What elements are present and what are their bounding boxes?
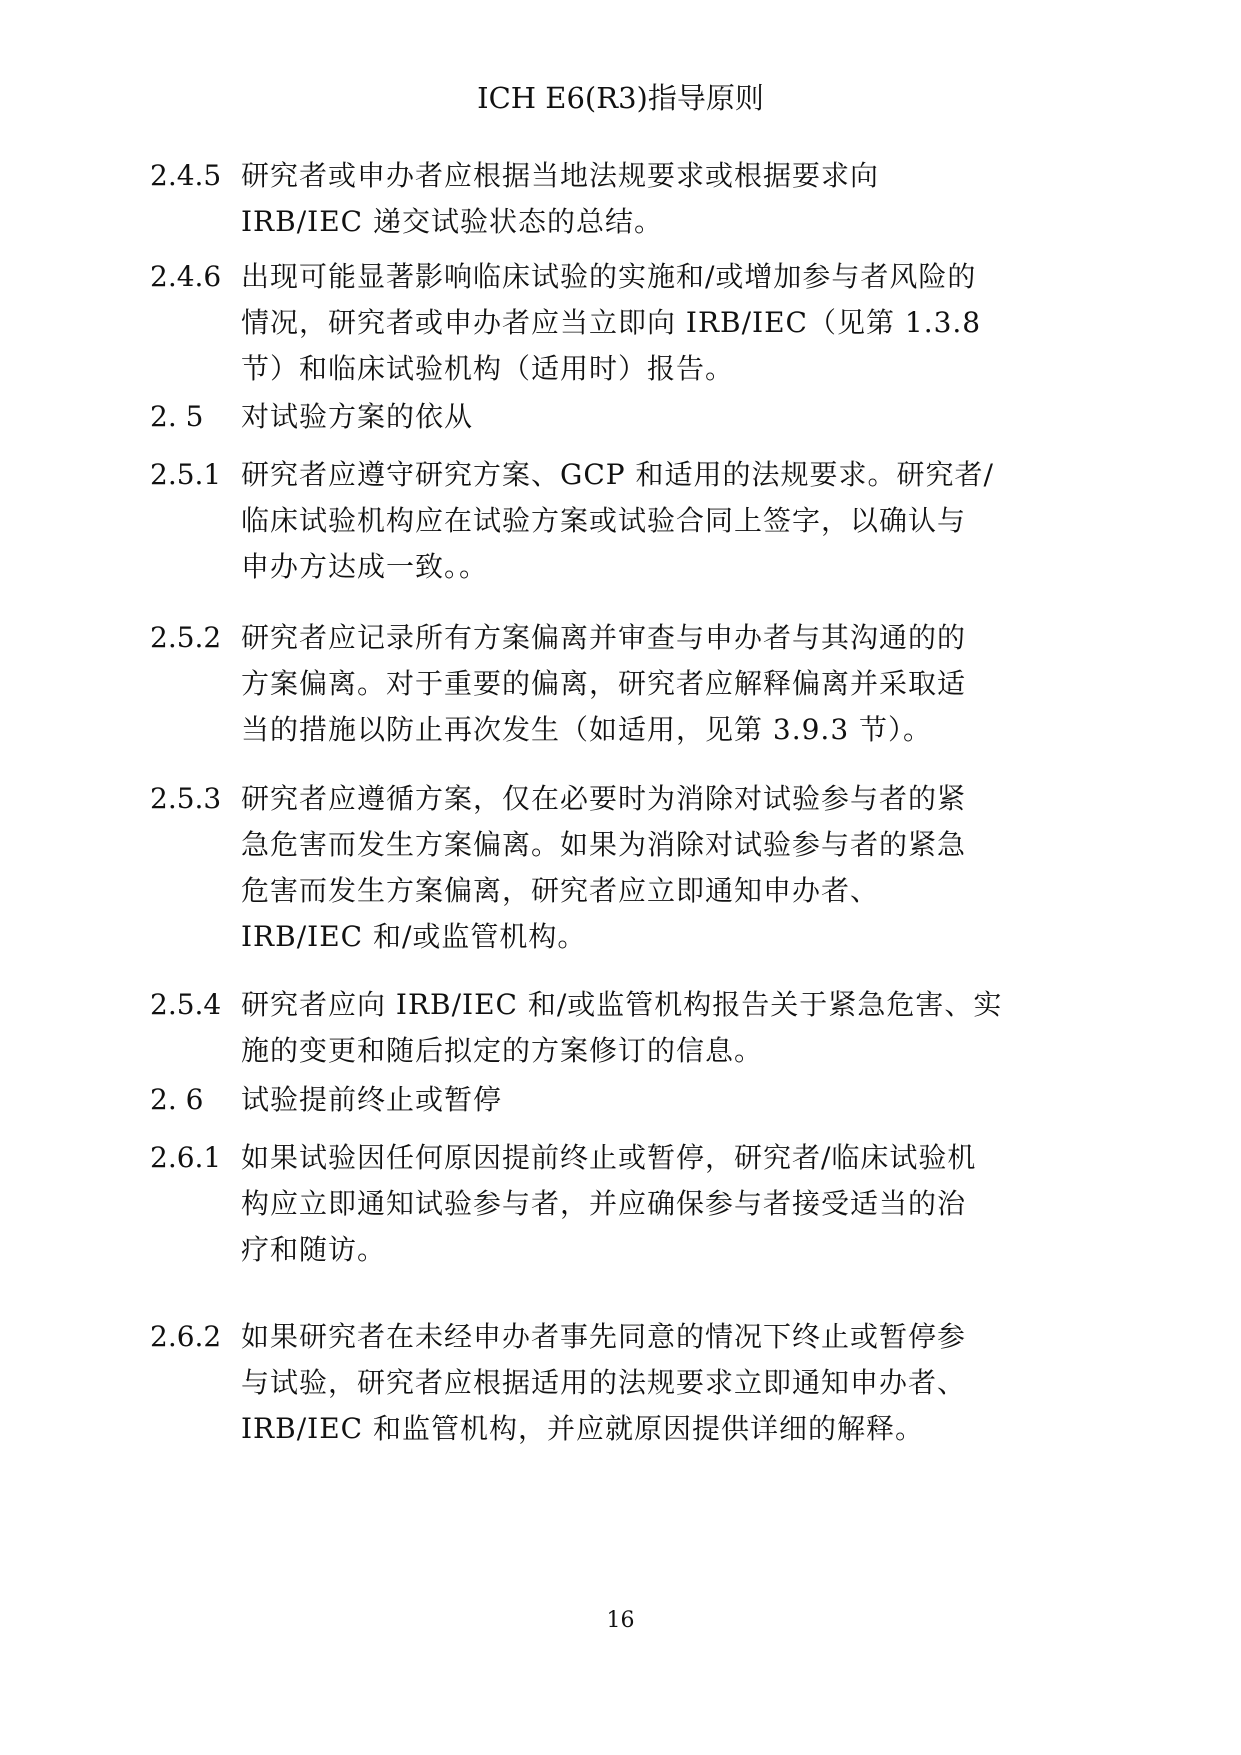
section-2-6-1 xyxy=(150,1135,1100,1273)
section-heading-2-6 xyxy=(150,1077,1100,1123)
section-heading: 试验提前终止或暂停 xyxy=(241,1083,503,1116)
section-number: 2.6.2 xyxy=(150,1320,222,1353)
section-number: 2.4.5 xyxy=(150,159,222,192)
section-number: 2. 5 xyxy=(150,400,204,433)
section-number: 2.5.1 xyxy=(150,458,222,491)
section-number: 2.5.3 xyxy=(150,782,222,815)
section-text: 研究者应遵循方案，仅在必要时为消除对试验参与者的紧 急危害而发生方案偏离。如果为消除对试验参与者的紧急 危害而发生方案偏离，研究者应立即通知申办者、 IRB/IEC 和/或监管机构。 xyxy=(241,782,967,953)
section-2-6-2 xyxy=(150,1314,1100,1452)
section-text: 如果试验因任何原因提前终止或暂停，研究者/临床试验机 构应立即通知试验参与者，并应确保参与者接受适当的治 疗和随访。 xyxy=(241,1141,977,1266)
section-number: 2.5.4 xyxy=(150,988,222,1021)
page-number: 16 xyxy=(606,1608,635,1633)
section-text: 出现可能显著影响临床试验的实施和/或增加参与者风险的 情况，研究者或申办者应当立即向 IRB/IEC（见第 1.3.8 节）和临床试验机构（适用时）报告。 xyxy=(241,260,982,385)
section-2-5-4 xyxy=(150,982,1100,1074)
section-text: 研究者或申办者应根据当地法规要求或根据要求向 IRB/IEC 递交试验状态的总结。 xyxy=(241,159,880,238)
section-number: 2.6.1 xyxy=(150,1141,222,1174)
page-header: ICH E6(R3)指导原则 xyxy=(477,81,764,115)
section-text: 研究者应向 IRB/IEC 和/或监管机构报告关于紧急危害、实 施的变更和随后拟定的方案修订的信息。 xyxy=(241,988,1003,1067)
section-number: 2.4.6 xyxy=(150,260,222,293)
section-heading-2-5 xyxy=(150,394,1100,440)
section-2-5-2 xyxy=(150,615,1100,753)
section-2-5-3 xyxy=(150,776,1100,960)
section-heading: 对试验方案的依从 xyxy=(241,400,474,433)
section-text: 如果研究者在未经申办者事先同意的情况下终止或暂停参 与试验，研究者应根据适用的法规要求立即通知申办者、 IRB/IEC 和监管机构，并应就原因提供详细的解释。 xyxy=(241,1320,967,1445)
section-2-4-5 xyxy=(150,153,1100,245)
section-text: 研究者应记录所有方案偏离并审查与申办者与其沟通的的 方案偏离。对于重要的偏离，研究者应解释偏离并采取适 当的措施以防止再次发生（如适用，见第 3.9.3 节）。 xyxy=(241,621,967,746)
section-2-5-1 xyxy=(150,452,1100,590)
section-number: 2. 6 xyxy=(150,1083,204,1116)
section-number: 2.5.2 xyxy=(150,621,222,654)
section-text: 研究者应遵守研究方案、GCP 和适用的法规要求。研究者/ 临床试验机构应在试验方案或试验合同上签字，以确认与 申办方达成一致。。 xyxy=(241,458,994,583)
section-2-4-6 xyxy=(150,254,1100,392)
